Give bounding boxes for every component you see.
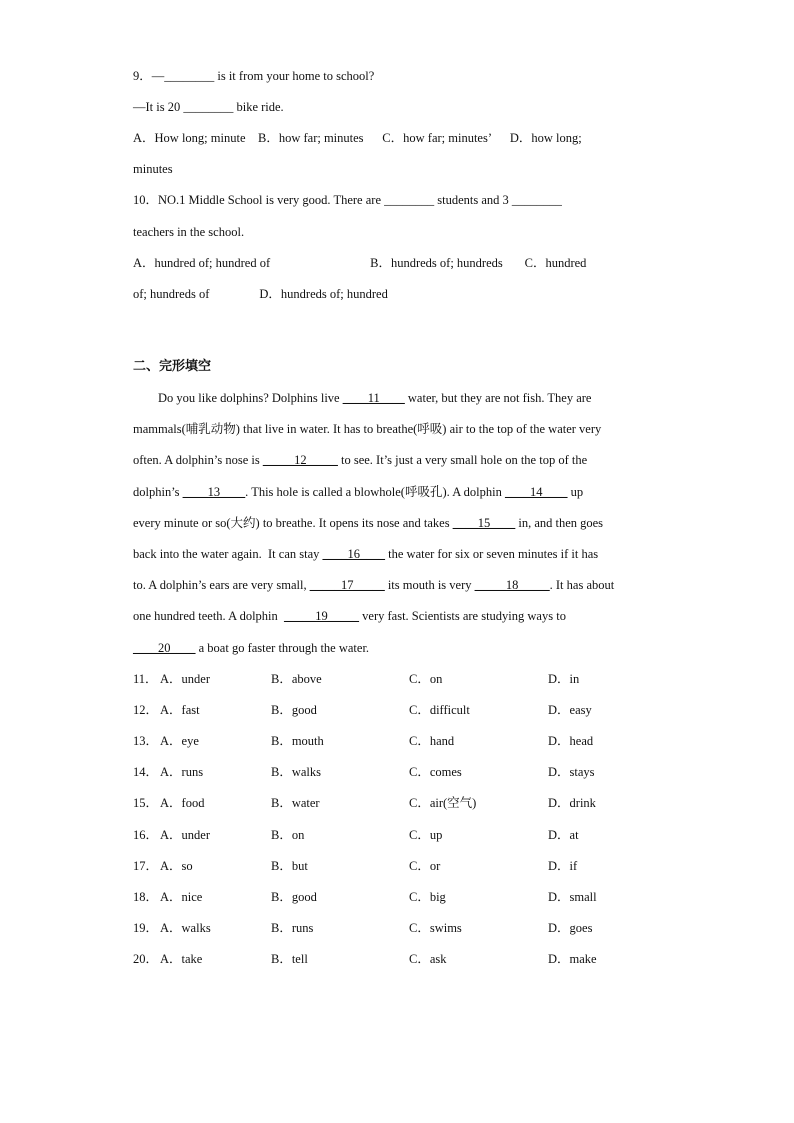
passage-text: the water for six or seven minutes if it has	[385, 547, 599, 561]
option-d: D．make	[548, 952, 597, 966]
question-number: 13．	[133, 734, 159, 748]
question-number: 11．	[133, 672, 158, 686]
cloze-blank: _____17_____	[309, 578, 385, 592]
passage-line	[133, 515, 668, 531]
passage-line	[133, 546, 668, 562]
option-a: A．eye	[160, 734, 199, 748]
option-b: B．water	[271, 796, 320, 810]
option-a: A．walks	[160, 921, 211, 935]
q9-options-line1: A．How long; minute B．how far; minutes C．how far; minutes’ D．how long;	[133, 131, 582, 145]
option-c: C．swims	[409, 921, 462, 935]
q9-stem-line1: 9．—________ is it from your home to school?	[133, 69, 375, 83]
option-b: B．but	[271, 859, 308, 873]
passage-text: a boat go faster through the water.	[195, 641, 370, 655]
option-a: A．so	[160, 859, 193, 873]
option-b: B．walks	[271, 765, 322, 779]
question-number: 15．	[133, 796, 159, 810]
q10-stem-line2: teachers in the school.	[133, 225, 245, 239]
question-number: 18．	[133, 890, 159, 904]
question-number: 17．	[133, 859, 159, 873]
option-c: C．or	[409, 859, 441, 873]
cloze-blank: ____16____	[322, 547, 386, 561]
passage-text: mammals(哺乳动物) that live in water. It has to breathe(呼吸) air to the top of the water very	[133, 422, 602, 436]
passage-text: dolphin’s	[133, 485, 183, 499]
passage-line	[133, 608, 668, 624]
cloze-blank: ____13____	[182, 485, 246, 499]
question-number: 14．	[133, 765, 159, 779]
cloze-blank: ____11____	[342, 391, 405, 405]
passage-line	[133, 640, 668, 656]
q10-stem-line1: 10．NO.1 Middle School is very good. There are ________ students and 3 ________	[133, 193, 562, 207]
cloze-blank: _____19_____	[284, 609, 360, 623]
option-c: C．air(空气)	[409, 796, 477, 810]
option-a: A．nice	[160, 890, 203, 904]
option-d: D．if	[548, 859, 578, 873]
cloze-blank: ____15____	[452, 516, 516, 530]
option-c: C．big	[409, 890, 446, 904]
option-c: C．ask	[409, 952, 447, 966]
passage-text: up	[567, 485, 584, 499]
section-heading: 二、完形填空	[133, 359, 212, 374]
question-number: 12．	[133, 703, 159, 717]
option-d: D．stays	[548, 765, 595, 779]
cloze-blank: _____12_____	[262, 453, 338, 467]
option-a: A．fast	[160, 703, 200, 717]
option-b: B．tell	[271, 952, 308, 966]
option-d: D．at	[548, 828, 579, 842]
passage-text: to see. It’s just a very small hole on the top of the	[337, 453, 588, 467]
option-d: D．in	[548, 672, 580, 686]
option-d: D．easy	[548, 703, 592, 717]
passage-text: its mouth is very	[384, 578, 475, 592]
q10-options-line2: of; hundreds of D．hundreds of; hundred	[133, 287, 388, 301]
option-b: B．runs	[271, 921, 314, 935]
passage-line	[133, 484, 668, 500]
option-b: B．on	[271, 828, 305, 842]
passage-line	[133, 577, 668, 593]
option-b: B．above	[271, 672, 322, 686]
option-d: D．goes	[548, 921, 593, 935]
q10-options-line1: A．hundred of; hundred of B．hundreds of; hundreds C．hundred	[133, 256, 587, 270]
cloze-blank: _____18_____	[474, 578, 550, 592]
option-b: B．mouth	[271, 734, 324, 748]
cloze-blank: ____14____	[504, 485, 568, 499]
passage-text: every minute or so(大约) to breathe. It opens its nose and takes	[133, 516, 453, 530]
q9-stem-line2: —It is 20 ________ bike ride.	[133, 100, 284, 114]
option-c: C．up	[409, 828, 443, 842]
passage-text: back into the water again. It can stay	[133, 547, 323, 561]
option-d: D．head	[548, 734, 594, 748]
passage-text: very fast. Scientists are studying ways to	[359, 609, 566, 623]
passage-text: Do you like dolphins? Dolphins live	[133, 391, 343, 405]
question-number: 19．	[133, 921, 159, 935]
option-a: A．take	[160, 952, 203, 966]
option-a: A．runs	[160, 765, 204, 779]
passage-text: one hundred teeth. A dolphin	[133, 609, 285, 623]
passage-line	[133, 390, 668, 406]
option-c: C．comes	[409, 765, 462, 779]
passage-text: to. A dolphin’s ears are very small,	[133, 578, 310, 592]
q9-options-line2: minutes	[133, 162, 173, 176]
option-c: C．hand	[409, 734, 455, 748]
passage-text: in, and then goes	[515, 516, 604, 530]
option-d: D．small	[548, 890, 597, 904]
passage-text: often. A dolphin’s nose is	[133, 453, 263, 467]
question-number: 20．	[133, 952, 159, 966]
passage-line	[133, 421, 668, 437]
option-d: D．drink	[548, 796, 596, 810]
passage-text: water, but they are not fish. They are	[404, 391, 592, 405]
option-a: A．under	[160, 672, 210, 686]
option-c: C．difficult	[409, 703, 470, 717]
option-c: C．on	[409, 672, 443, 686]
question-number: 16．	[133, 828, 159, 842]
passage-line	[133, 452, 668, 468]
option-b: B．good	[271, 890, 317, 904]
option-b: B．good	[271, 703, 317, 717]
passage-text: . This hole is called a blowhole(呼吸孔). A dolphin	[245, 485, 505, 499]
passage-text: . It has about	[549, 578, 615, 592]
cloze-blank: ____20____	[133, 641, 196, 655]
option-a: A．under	[160, 828, 210, 842]
option-a: A．food	[160, 796, 205, 810]
